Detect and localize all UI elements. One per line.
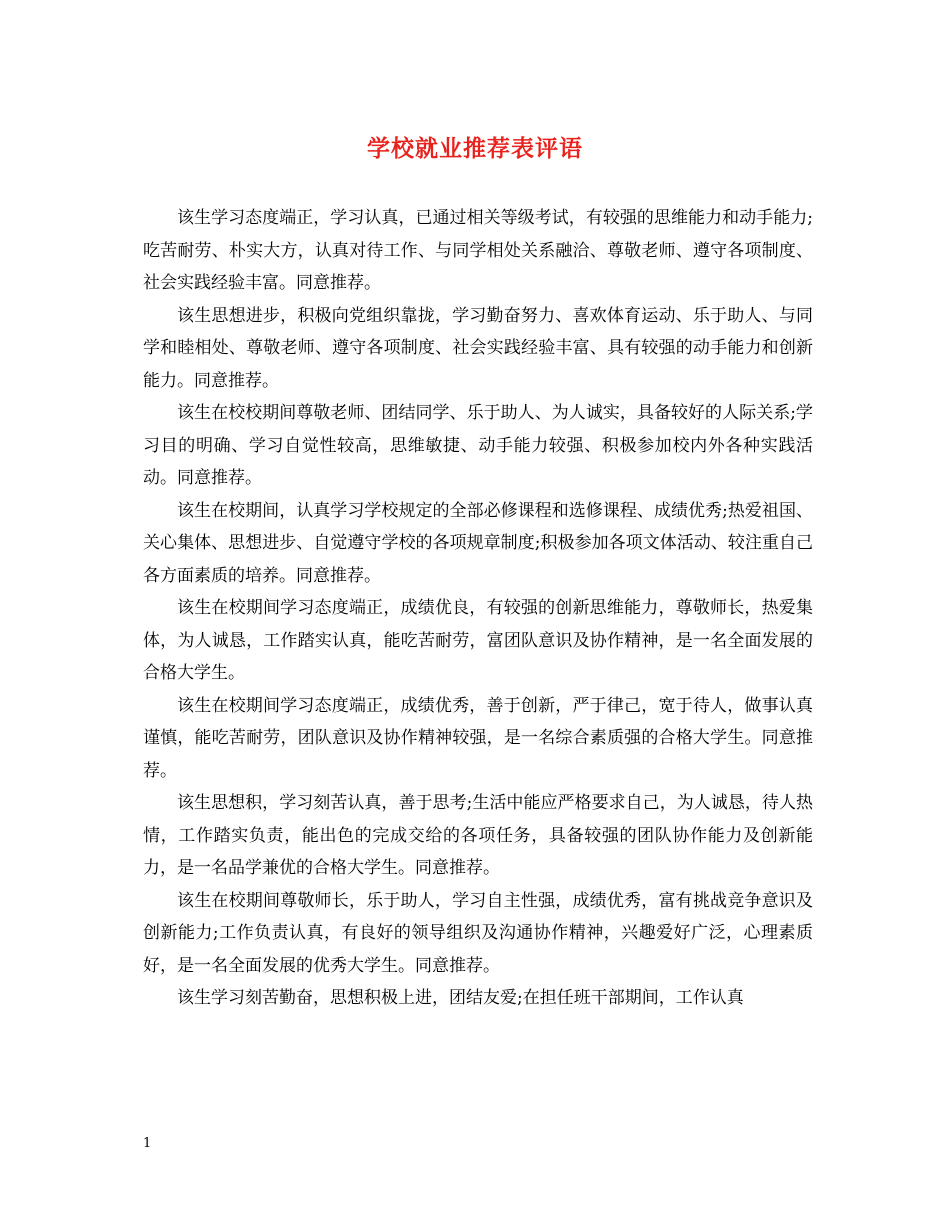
paragraph: 该生在校期间学习态度端正，成绩优秀，善于创新，严于律己，宽于待人，做事认真谨慎，能吃苦耐劳，团队意识及协作精神较强，是一名综合素质强的合格大学生。同意推荐。 — [143, 695, 813, 781]
paragraph: 该生在校校期间尊敬老师、团结同学、乐于助人、为人诚实，具备较好的人际关系;学习目的明确、学习自觉性较高，思维敏捷、动手能力较强、积极参加校内外各种实践活动。同意推荐。 — [143, 403, 813, 488]
document-body — [143, 202, 813, 1015]
paragraph: 该生在校期间学习态度端正，成绩优良，有较强的创新思维能力，尊敬师长，热爱集体，为人诚恳，工作踏实认真，能吃苦耐劳，富团队意识及协作精神，是一名全面发展的合格大学生。 — [143, 598, 813, 683]
paragraph: 该生思想进步，积极向党组织靠拢，学习勤奋努力、喜欢体育运动、乐于助人、与同学和睦相处、尊敬老师、遵守各项制度、社会实践经验丰富、具有较强的动手能力和创新能力。同意推荐。 — [143, 305, 813, 391]
paragraph: 该生在校期间尊敬师长，乐于助人，学习自主性强，成绩优秀，富有挑战竞争意识及创新能力;工作负责认真，有良好的领导组织及沟通协作精神，兴趣爱好广泛，心理素质好，是一名全面发展的优秀大学生。同意推荐。 — [143, 890, 813, 976]
document-title: 学校就业推荐表评语 — [367, 135, 583, 162]
paragraph: 该生学习态度端正，学习认真，已通过相关等级考试，有较强的思维能力和动手能力;吃苦耐劳、朴实大方，认真对待工作、与同学相处关系融洽、尊敬老师、遵守各项制度、社会实践经验丰富。同意推荐。 — [143, 208, 813, 293]
paragraph: 该生思想积，学习刻苦认真，善于思考;生活中能应严格要求自己，为人诚恳，待人热情，工作踏实负责，能出色的完成交给的各项任务，具备较强的团队协作能力及创新能力，是一名品学兼优的合格大学生。同意推荐。 — [143, 793, 813, 878]
page-number: 1 — [143, 1136, 152, 1151]
paragraph: 该生学习刻苦勤奋，思想积极上进，团结友爱;在担任班干部期间，工作认真 — [177, 988, 744, 1008]
paragraph: 该生在校期间，认真学习学校规定的全部必修课程和选修课程、成绩优秀;热爱祖国、关心集体、思想进步、自觉遵守学校的各项规章制度;积极参加各项文体活动、较注重自己各方面素质的培养。同意推荐。 — [143, 500, 813, 586]
